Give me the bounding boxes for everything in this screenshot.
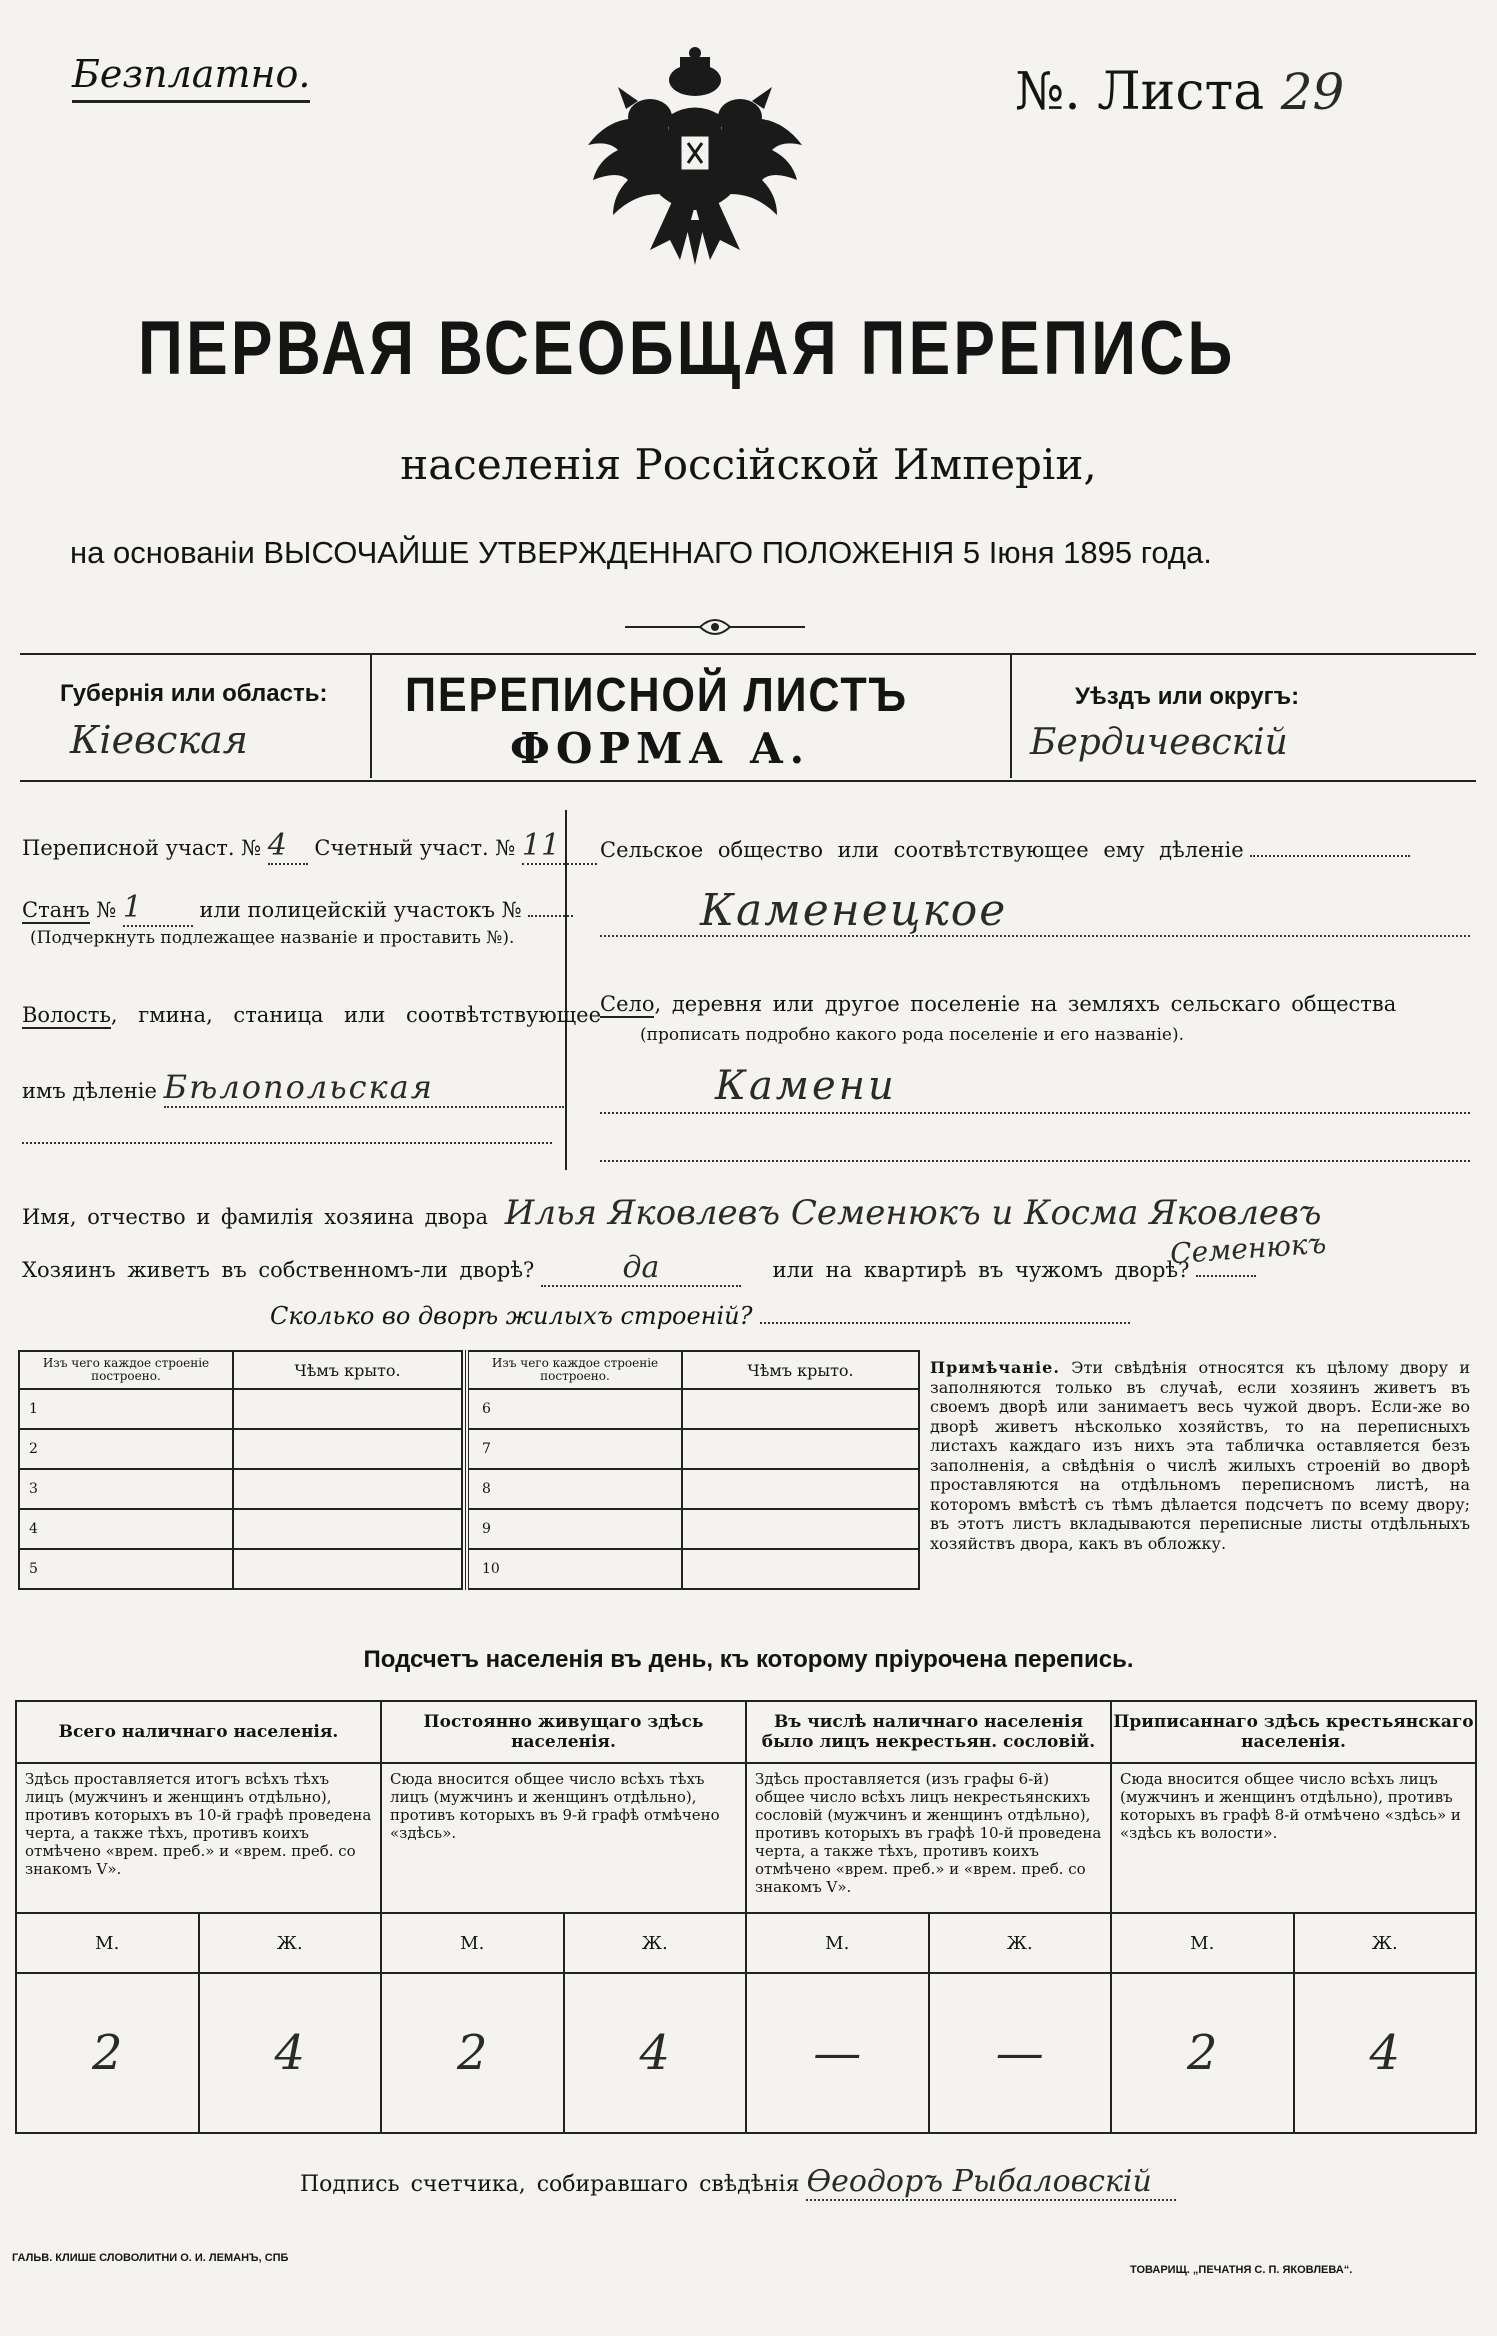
male-count: 2 bbox=[1111, 1973, 1294, 2133]
volost-value-row bbox=[22, 1068, 564, 1108]
footer-left: ГАЛЬВ. КЛИШЕ СЛОВОЛИТНИ О. И. ЛЕМАНЪ, СПБ bbox=[12, 2252, 289, 2264]
building-row: 7 bbox=[467, 1429, 682, 1469]
female-header: Ж. bbox=[564, 1913, 747, 1973]
own-yard-row bbox=[22, 1250, 1256, 1287]
buildings-table-left bbox=[18, 1350, 463, 1590]
society-line bbox=[600, 935, 1470, 937]
building-row: 8 bbox=[467, 1469, 682, 1509]
female-count: 4 bbox=[564, 1973, 747, 2133]
building-row: 4 bbox=[19, 1509, 233, 1549]
female-header: Ж. bbox=[929, 1913, 1112, 1973]
owner-name-value: Илья Яковлевъ Семенюкъ и Косма Яковлевъ bbox=[504, 1193, 1322, 1233]
population-col-desc: Сюда вносится общее число всѣхъ лицъ (мужчинъ и женщинъ отдѣльно), противъ которыхъ въ графѣ 8-й отмѣчено «здѣсь» и «здѣсь къ волости». bbox=[1111, 1763, 1476, 1913]
own-yard-label: Хозяинъ живетъ въ собственномъ-ли дворѣ? bbox=[22, 1258, 535, 1282]
signature-value: Өеодоръ Рыбаловскій bbox=[806, 2164, 1176, 2201]
female-header: Ж. bbox=[199, 1913, 382, 1973]
col-roof-header: Чѣмъ крыто. bbox=[233, 1351, 462, 1389]
male-count: — bbox=[746, 1973, 929, 2133]
male-header: М. bbox=[16, 1913, 199, 1973]
male-count: 2 bbox=[16, 1973, 199, 2133]
owner-name-value-2: Семенюкъ bbox=[1169, 1226, 1328, 1271]
volost-label-short: имъ дѣленіе bbox=[22, 1079, 157, 1103]
population-col-desc: Здѣсь проставляется итогъ всѣхъ тѣхъ лицъ (мужчинъ и женщинъ отдѣльно), противъ которыхъ въ 10-й графѣ проведена черта, а также тѣхъ, противъ коихъ отмѣчено «врем. преб.» и «врем. преб. со знакомъ V». bbox=[16, 1763, 381, 1913]
own-yard-value: да bbox=[541, 1250, 741, 1287]
population-col-title: Всего наличнаго населенія. bbox=[16, 1701, 381, 1763]
building-row: 6 bbox=[467, 1389, 682, 1429]
village-line-2 bbox=[600, 1160, 1470, 1162]
uezd-label: Уѣздъ или округъ: bbox=[1075, 683, 1300, 710]
ornament-divider bbox=[620, 615, 810, 639]
note-title: Примѣчаніе. bbox=[930, 1358, 1060, 1377]
village-label: Село bbox=[600, 992, 655, 1016]
volost-blank-line bbox=[22, 1142, 552, 1144]
subtitle: населенія Россійской Имперіи, bbox=[400, 440, 1097, 489]
basis-line: на основаніи ВЫСОЧАЙШЕ УТВЕРЖДЕННАГО ПОЛОЖЕНІЯ 5 Іюня 1895 года. bbox=[70, 535, 1212, 570]
footer-right: ТОВАРИЩ. „ПЕЧАТНЯ С. П. ЯКОВЛЕВА“. bbox=[1130, 2264, 1353, 2276]
population-col-desc: Здѣсь проставляется (изъ графы 6-й) общее число всѣхъ лицъ некрестьянскихъ сословій (мужчинъ и женщинъ отдѣльно), противъ которыхъ въ графѣ 10-й проведена черта, а также тѣхъ, противъ коихъ отмѣчено «врем. преб.» и «врем. преб. со знакомъ V». bbox=[746, 1763, 1111, 1913]
stan-label: Станъ bbox=[22, 898, 90, 922]
guberniya-label: Губернія или область: bbox=[60, 680, 328, 707]
signature-label: Подпись счетчика, собиравшаго свѣдѣнія bbox=[300, 2172, 800, 2197]
society-row bbox=[600, 838, 1410, 862]
buildings-table-right bbox=[465, 1350, 920, 1590]
village-row bbox=[600, 992, 1396, 1016]
building-row: 2 bbox=[19, 1429, 233, 1469]
building-row: 3 bbox=[19, 1469, 233, 1509]
population-table bbox=[15, 1700, 1477, 2134]
female-header: Ж. bbox=[1294, 1913, 1477, 1973]
male-header: М. bbox=[381, 1913, 564, 1973]
population-col-title: Постоянно живущаго здѣсь населенія. bbox=[381, 1701, 746, 1763]
stan-value: 1 bbox=[123, 890, 193, 927]
female-count: 4 bbox=[1294, 1973, 1477, 2133]
population-col-title: Въ числѣ наличнаго населенія было лицъ некрестьян. сословій. bbox=[746, 1701, 1111, 1763]
count-district-value: 11 bbox=[522, 828, 597, 865]
population-heading: Подсчетъ населенія въ день, къ которому пріурочена перепись. bbox=[363, 1646, 1134, 1673]
owner-name-row bbox=[22, 1193, 1321, 1233]
census-district-row bbox=[22, 828, 597, 865]
society-label: Сельское общество или соотвѣтствующее ему дѣленіе bbox=[600, 838, 1244, 862]
col-built-header-right: Изъ чего каждое строеніе построено. bbox=[467, 1351, 682, 1389]
buildings-count-row bbox=[270, 1302, 1130, 1330]
col-roof-header-right: Чѣмъ крыто. bbox=[682, 1351, 919, 1389]
stan-no: № bbox=[96, 898, 117, 922]
sheet-number-label: №. Листа bbox=[1015, 62, 1265, 122]
stan-hint: (Подчеркнуть подлежащее названіе и проставить №). bbox=[30, 928, 515, 948]
society-value: Каменецкое bbox=[700, 885, 1008, 936]
owner-name-label: Имя, отчество и фамилія хозяина двора bbox=[22, 1205, 489, 1229]
signature-row bbox=[300, 2164, 1176, 2201]
other-yard-label: или на квартирѣ въ чужомъ дворѣ? bbox=[772, 1258, 1190, 1282]
building-row: 1 bbox=[19, 1389, 233, 1429]
imperial-eagle-emblem bbox=[580, 45, 810, 270]
building-row: 9 bbox=[467, 1509, 682, 1549]
population-col-title: Приписаннаго здѣсь крестьянскаго населенія. bbox=[1111, 1701, 1476, 1763]
note-block bbox=[930, 1358, 1470, 1553]
volost-label-rest: , гмина, станица или соотвѣтствующее bbox=[110, 1003, 602, 1027]
sheet-number bbox=[1015, 62, 1344, 122]
uezd-value: Бердичевскій bbox=[1030, 722, 1288, 763]
volost-label: Волость bbox=[22, 1003, 111, 1027]
police-label: или полицейскій участокъ № bbox=[199, 898, 522, 922]
village-value: Камени bbox=[715, 1063, 897, 1109]
census-district-value: 4 bbox=[268, 828, 308, 865]
census-district-label: Переписной участ. № bbox=[22, 836, 262, 860]
form-title: ПЕРЕПИСНОЙ ЛИСТЪ bbox=[405, 669, 908, 722]
village-label-rest: , деревня или другое поселеніе на земляхъ сельскаго общества bbox=[654, 992, 1397, 1016]
population-col-desc: Сюда вносится общее число всѣхъ тѣхъ лицъ (мужчинъ и женщинъ отдѣльно), противъ которыхъ въ 9-й графѣ отмѣчено «здѣсь». bbox=[381, 1763, 746, 1913]
female-count: — bbox=[929, 1973, 1112, 2133]
volost-row bbox=[22, 1003, 601, 1027]
male-count: 2 bbox=[381, 1973, 564, 2133]
male-header: М. bbox=[1111, 1913, 1294, 1973]
male-header: М. bbox=[746, 1913, 929, 1973]
guberniya-value: Кіевская bbox=[70, 718, 248, 762]
free-label: Безплатно. bbox=[72, 52, 310, 103]
village-hint: (прописать подробно какого рода поселеніе и его названіе). bbox=[640, 1025, 1184, 1045]
building-row: 5 bbox=[19, 1549, 233, 1589]
col-built-header: Изъ чего каждое строеніе построено. bbox=[19, 1351, 233, 1389]
main-title: ПЕРВАЯ ВСЕОБЩАЯ ПЕРЕПИСЬ bbox=[138, 306, 1236, 391]
stan-row bbox=[22, 890, 573, 927]
form-subtitle: ФОРМА А. bbox=[510, 724, 811, 773]
village-line bbox=[600, 1112, 1470, 1114]
volost-value: Бѣлопольская bbox=[164, 1068, 564, 1108]
buildings-count-label: Сколько во дворѣ жилыхъ строеній? bbox=[270, 1302, 753, 1330]
count-district-label: Счетный участ. № bbox=[314, 836, 516, 860]
building-row: 10 bbox=[467, 1549, 682, 1589]
female-count: 4 bbox=[199, 1973, 382, 2133]
note-text: Эти свѣдѣнія относятся къ цѣлому двору и заполняются только въ случаѣ, если хозяинъ живетъ въ своемъ дворѣ или занимаетъ весь чужой дворъ. Если-же во дворѣ живетъ нѣсколько хозяйствъ, то на переписныхъ листахъ каждаго изъ нихъ эта табличка оставляется безъ заполненія, а свѣдѣнія о числѣ жилыхъ строеній во дворѣ проставляются на отдѣльномъ переписномъ листѣ, на которомъ вмѣстѣ съ тѣмъ дѣлается подсчетъ по всему двору; въ этотъ листъ вкладываются переписные листы отдѣльныхъ хозяйствъ двора, какъ въ обложку. bbox=[930, 1358, 1471, 1553]
sheet-number-value: 29 bbox=[1280, 63, 1345, 121]
